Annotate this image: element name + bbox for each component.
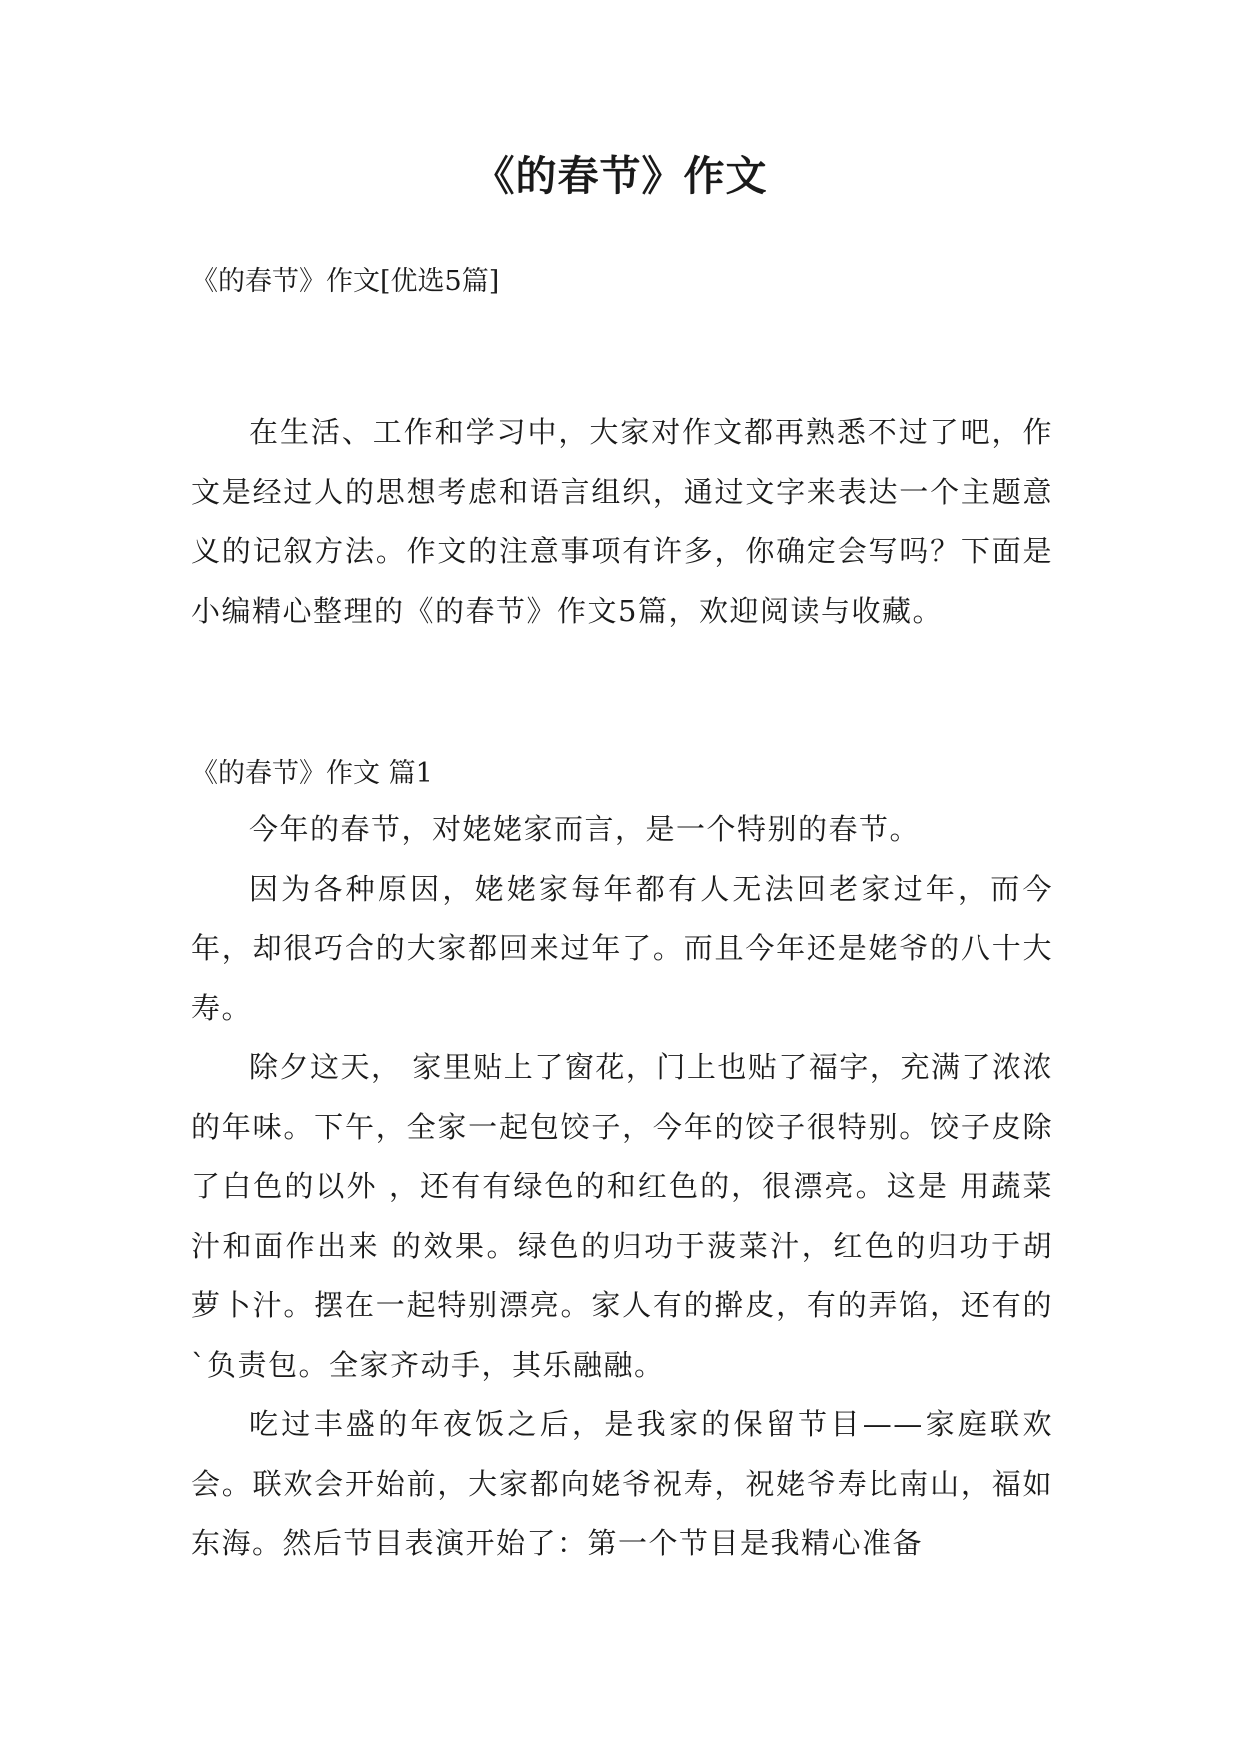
intro-paragraph: 在生活、工作和学习中，大家对作文都再熟悉不过了吧，作文是经过人的思想考虑和语言组织，通过文字来表达一个主题意义的记叙方法。作文的注意事项有许多，你确定会写吗？下面是小编精心整理的《的春节》作文5篇，欢迎阅读与收藏。 xyxy=(191,415,1053,628)
essay-paragraph: 今年的春节，对姥姥家而言，是一个特别的春节。 xyxy=(249,812,921,846)
essay-paragraph: 吃过丰盛的年夜饭之后，是我家的保留节目——家庭联欢会。联欢会开始前，大家都向姥爷祝寿，祝姥爷寿比南山，福如东海。然后节目表演开始了：第一个节目是我精心准备 xyxy=(191,1407,1053,1560)
essay-body xyxy=(191,800,1053,1574)
section-heading: 《的春节》作文 篇1 xyxy=(191,758,433,789)
essay-paragraph: 因为各种原因，姥姥家每年都有人无法回老家过年，而今年，却很巧合的大家都回来过年了。而且今年还是姥爷的八十大寿。 xyxy=(191,871,1053,1025)
document-subtitle: 《的春节》作文[优选5篇] xyxy=(191,266,500,297)
essay-paragraph: 除夕这天， 家里贴上了窗花，门上也贴了福字，充满了浓浓的年味。下午，全家一起包饺子，今年的饺子很特别。饺子皮除了白色的以外 ，还有有绿色的和红色的，很漂亮。这是 用蔬菜汁和面作出来 的效果。绿色的归功于菠菜汁，红色的归功于胡萝卜汁。摆在一起特别漂亮。家人有的擀皮，有的弄馅，还有的`负责包。全家齐动手，其乐融融。 xyxy=(191,1050,1053,1382)
document-title: 《的春节》作文 xyxy=(473,152,768,200)
